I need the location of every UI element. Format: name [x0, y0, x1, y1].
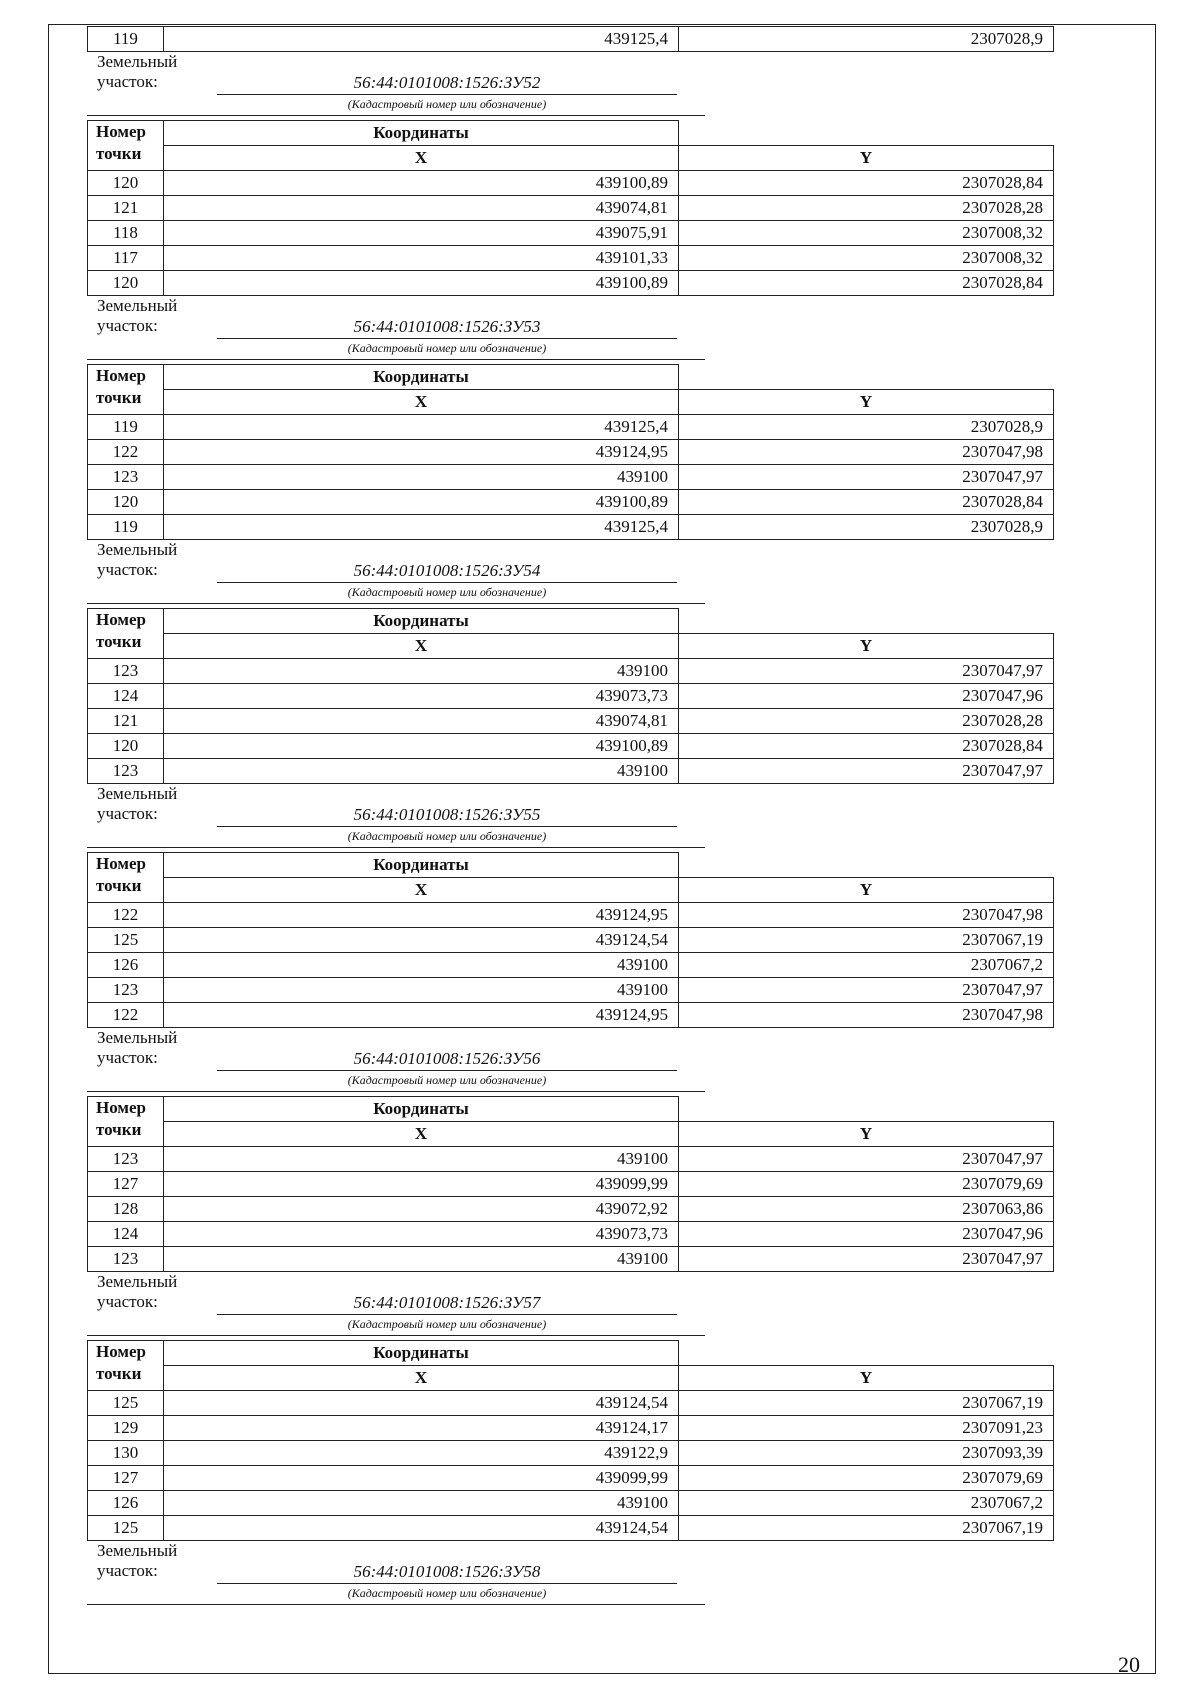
- coord-x: 439100,89: [164, 734, 679, 759]
- parcel-label-line2: участок:: [97, 72, 158, 91]
- header-point-number: [88, 365, 164, 415]
- parcel-list: [87, 52, 1053, 1609]
- header-num-line2: точки: [96, 1120, 142, 1139]
- header-x: X: [164, 390, 679, 415]
- coord-y: 2307028,28: [679, 709, 1054, 734]
- coord-y: 2307047,98: [679, 440, 1054, 465]
- header-blank: [679, 1341, 1054, 1366]
- header-num-line2: точки: [96, 632, 142, 651]
- coord-y: 2307047,96: [679, 684, 1054, 709]
- coord-x: 439124,54: [164, 1391, 679, 1416]
- parcel-label-line2: участок:: [97, 804, 158, 823]
- table-row: [88, 246, 1054, 271]
- table-header-row: [88, 609, 1054, 634]
- coord-y: 2307067,19: [679, 928, 1054, 953]
- coord-y: 2307047,96: [679, 1222, 1054, 1247]
- coord-x: 439100: [164, 978, 679, 1003]
- header-x: X: [164, 634, 679, 659]
- coord-y: 2307047,97: [679, 1147, 1054, 1172]
- parcel-label-line2: участок:: [97, 1048, 158, 1067]
- point-number: 125: [88, 928, 164, 953]
- point-number: 119: [88, 515, 164, 540]
- coordinates-table: [87, 608, 1054, 784]
- header-point-number: [88, 1097, 164, 1147]
- header-y: Y: [679, 146, 1054, 171]
- header-coordinates: Координаты: [164, 365, 679, 390]
- parcel-label-line1: Земельный: [97, 52, 178, 71]
- point-number: 117: [88, 246, 164, 271]
- table-header-row: [88, 365, 1054, 390]
- parcel-header: [87, 784, 1053, 852]
- header-coordinates: Координаты: [164, 121, 679, 146]
- point-number: 122: [88, 903, 164, 928]
- table-subheader-row: [88, 1366, 1054, 1391]
- coord-y: 2307063,86: [679, 1197, 1054, 1222]
- table-subheader-row: [88, 1122, 1054, 1147]
- coord-x: 439124,17: [164, 1416, 679, 1441]
- coord-y: 2307008,32: [679, 221, 1054, 246]
- table-row: [88, 709, 1054, 734]
- table-header-row: [88, 1097, 1054, 1122]
- coord-y: 2307047,98: [679, 1003, 1054, 1028]
- coordinates-table: [87, 1340, 1054, 1541]
- coord-y: 2307067,19: [679, 1516, 1054, 1541]
- header-blank: [679, 609, 1054, 634]
- table-row: [88, 27, 1054, 52]
- point-number: 122: [88, 1003, 164, 1028]
- table-row: [88, 903, 1054, 928]
- coord-x: 439073,73: [164, 684, 679, 709]
- header-x: X: [164, 878, 679, 903]
- header-y: Y: [679, 1122, 1054, 1147]
- coord-y: 2307047,97: [679, 759, 1054, 784]
- coord-x: 439100: [164, 465, 679, 490]
- header-num-line2: точки: [96, 1364, 142, 1383]
- table-row: [88, 928, 1054, 953]
- table-row: [88, 271, 1054, 296]
- header-num-line2: точки: [96, 876, 142, 895]
- header-blank: [679, 121, 1054, 146]
- table-row: [88, 1441, 1054, 1466]
- coord-x: 439072,92: [164, 1197, 679, 1222]
- table-row: [88, 515, 1054, 540]
- coord-y: 2307067,2: [679, 953, 1054, 978]
- cadastral-number: 56:44:0101008:1526:ЗУ54: [217, 560, 677, 583]
- point-number: 123: [88, 1247, 164, 1272]
- point-number: 120: [88, 734, 164, 759]
- parcel-header: [87, 296, 1053, 364]
- coord-y: 2307067,2: [679, 1491, 1054, 1516]
- point-number: 121: [88, 196, 164, 221]
- coord-y: 2307047,97: [679, 1247, 1054, 1272]
- coord-x: 439100,89: [164, 490, 679, 515]
- parcel-section: [87, 296, 1053, 540]
- parcel-section: [87, 1028, 1053, 1272]
- table-row: [88, 171, 1054, 196]
- parcel-label-line1: Земельный: [97, 296, 178, 315]
- coord-y: 2307079,69: [679, 1466, 1054, 1491]
- coord-x: 439101,33: [164, 246, 679, 271]
- table-row: [88, 1172, 1054, 1197]
- coord-y: 2307047,97: [679, 465, 1054, 490]
- point-number: 129: [88, 1416, 164, 1441]
- parcel-rule: [87, 603, 705, 604]
- header-coordinates: Координаты: [164, 853, 679, 878]
- coord-x: 439074,81: [164, 196, 679, 221]
- parcel-header: [87, 1541, 1053, 1609]
- coord-y: 2307028,28: [679, 196, 1054, 221]
- parcel-header: [87, 540, 1053, 608]
- parcel-label-line1: Земельный: [97, 1272, 178, 1291]
- table-row: [88, 953, 1054, 978]
- point-number: 123: [88, 759, 164, 784]
- header-num-line1: Номер: [96, 366, 146, 385]
- table-row: [88, 1491, 1054, 1516]
- coord-y: 2307028,9: [679, 27, 1054, 52]
- coord-y: 2307047,98: [679, 903, 1054, 928]
- coord-y: 2307047,97: [679, 978, 1054, 1003]
- document-body: [87, 26, 1053, 1609]
- header-num-line1: Номер: [96, 854, 146, 873]
- coord-y: 2307028,84: [679, 271, 1054, 296]
- parcel-section: [87, 52, 1053, 296]
- page-number: 20: [1118, 1652, 1140, 1677]
- coordinates-table: [87, 120, 1054, 296]
- coord-y: 2307091,23: [679, 1416, 1054, 1441]
- parcel-header: [87, 52, 1053, 120]
- coordinates-table: [87, 852, 1054, 1028]
- parcel-rule: [87, 1604, 705, 1605]
- header-num-line2: точки: [96, 144, 142, 163]
- cadastral-number: 56:44:0101008:1526:ЗУ58: [217, 1561, 677, 1584]
- header-point-number: [88, 609, 164, 659]
- parcel-section: [87, 1272, 1053, 1541]
- cadastral-caption: (Кадастровый номер или обозначение): [347, 97, 547, 111]
- parcel-label-line2: участок:: [97, 1561, 158, 1580]
- coord-x: 439100: [164, 953, 679, 978]
- point-number: 125: [88, 1391, 164, 1416]
- point-number: 121: [88, 709, 164, 734]
- cadastral-caption: (Кадастровый номер или обозначение): [347, 1586, 547, 1600]
- coord-y: 2307008,32: [679, 246, 1054, 271]
- header-num-line1: Номер: [96, 1098, 146, 1117]
- header-point-number: [88, 853, 164, 903]
- parcel-section: [87, 784, 1053, 1028]
- coord-x: 439125,4: [164, 415, 679, 440]
- point-number: 123: [88, 1147, 164, 1172]
- table-row: [88, 221, 1054, 246]
- coord-x: 439125,4: [164, 27, 679, 52]
- parcel-label-line1: Земельный: [97, 1028, 178, 1047]
- coord-y: 2307067,19: [679, 1391, 1054, 1416]
- parcel-label-line1: Земельный: [97, 784, 178, 803]
- point-number: 119: [88, 27, 164, 52]
- header-num-line2: точки: [96, 388, 142, 407]
- table-row: [88, 1197, 1054, 1222]
- table-row: [88, 1222, 1054, 1247]
- parcel-label-line2: участок:: [97, 1292, 158, 1311]
- coordinates-table: [87, 364, 1054, 540]
- table-row: [88, 1466, 1054, 1491]
- point-number: 123: [88, 659, 164, 684]
- cadastral-caption: (Кадастровый номер или обозначение): [347, 1317, 547, 1331]
- header-num-line1: Номер: [96, 122, 146, 141]
- parcel-label-line2: участок:: [97, 560, 158, 579]
- parcel-section: [87, 1541, 1053, 1609]
- parcel-label-line1: Земельный: [97, 540, 178, 559]
- table-row: [88, 1391, 1054, 1416]
- point-number: 123: [88, 978, 164, 1003]
- coord-x: 439125,4: [164, 515, 679, 540]
- point-number: 126: [88, 953, 164, 978]
- table-header-row: [88, 853, 1054, 878]
- point-number: 127: [88, 1172, 164, 1197]
- table-subheader-row: [88, 146, 1054, 171]
- cadastral-caption: (Кадастровый номер или обозначение): [347, 829, 547, 843]
- table-row: [88, 1516, 1054, 1541]
- table-row: [88, 440, 1054, 465]
- point-number: 128: [88, 1197, 164, 1222]
- table-subheader-row: [88, 634, 1054, 659]
- header-x: X: [164, 146, 679, 171]
- point-number: 124: [88, 684, 164, 709]
- table-header-row: [88, 1341, 1054, 1366]
- coord-x: 439124,54: [164, 1516, 679, 1541]
- parcel-label-line2: участок:: [97, 316, 158, 335]
- header-coordinates: Координаты: [164, 609, 679, 634]
- header-x: X: [164, 1122, 679, 1147]
- coord-x: 439100: [164, 1491, 679, 1516]
- header-coordinates: Координаты: [164, 1341, 679, 1366]
- table-row: [88, 1416, 1054, 1441]
- coord-y: 2307093,39: [679, 1441, 1054, 1466]
- point-number: 125: [88, 1516, 164, 1541]
- header-y: Y: [679, 634, 1054, 659]
- coord-x: 439100,89: [164, 171, 679, 196]
- header-point-number: [88, 1341, 164, 1391]
- coord-y: 2307028,9: [679, 515, 1054, 540]
- table-row: [88, 684, 1054, 709]
- coord-y: 2307047,97: [679, 659, 1054, 684]
- point-number: 120: [88, 171, 164, 196]
- coord-x: 439124,95: [164, 440, 679, 465]
- table-row: [88, 415, 1054, 440]
- cadastral-caption: (Кадастровый номер или обозначение): [347, 1073, 547, 1087]
- coord-x: 439099,99: [164, 1172, 679, 1197]
- coord-x: 439124,95: [164, 1003, 679, 1028]
- point-number: 119: [88, 415, 164, 440]
- header-num-line1: Номер: [96, 1342, 146, 1361]
- coord-x: 439073,73: [164, 1222, 679, 1247]
- parcel-rule: [87, 1335, 705, 1336]
- table-row: [88, 659, 1054, 684]
- cadastral-caption: (Кадастровый номер или обозначение): [347, 341, 547, 355]
- coordinates-table: [87, 1096, 1054, 1272]
- point-number: 127: [88, 1466, 164, 1491]
- table-row: [88, 1247, 1054, 1272]
- parcel-section: [87, 540, 1053, 784]
- header-x: X: [164, 1366, 679, 1391]
- coord-y: 2307079,69: [679, 1172, 1054, 1197]
- coord-x: 439100: [164, 1147, 679, 1172]
- coord-x: 439122,9: [164, 1441, 679, 1466]
- parcel-rule: [87, 115, 705, 116]
- point-number: 123: [88, 465, 164, 490]
- parcel-label-line1: Земельный: [97, 1541, 178, 1560]
- table-row: [88, 734, 1054, 759]
- cadastral-number: 56:44:0101008:1526:ЗУ57: [217, 1292, 677, 1315]
- header-blank: [679, 1097, 1054, 1122]
- table-row: [88, 465, 1054, 490]
- coord-y: 2307028,84: [679, 490, 1054, 515]
- point-number: 118: [88, 221, 164, 246]
- table-row: [88, 978, 1054, 1003]
- coord-y: 2307028,9: [679, 415, 1054, 440]
- parcel-rule: [87, 847, 705, 848]
- coord-x: 439124,54: [164, 928, 679, 953]
- coord-x: 439100: [164, 1247, 679, 1272]
- header-y: Y: [679, 390, 1054, 415]
- table-subheader-row: [88, 390, 1054, 415]
- coord-x: 439074,81: [164, 709, 679, 734]
- table-row: [88, 759, 1054, 784]
- header-blank: [679, 853, 1054, 878]
- point-number: 130: [88, 1441, 164, 1466]
- header-coordinates: Координаты: [164, 1097, 679, 1122]
- parcel-rule: [87, 1091, 705, 1092]
- table-row: [88, 196, 1054, 221]
- coord-x: 439100,89: [164, 271, 679, 296]
- coord-y: 2307028,84: [679, 171, 1054, 196]
- coord-y: 2307028,84: [679, 734, 1054, 759]
- cadastral-caption: (Кадастровый номер или обозначение): [347, 585, 547, 599]
- parcel-rule: [87, 359, 705, 360]
- point-number: 126: [88, 1491, 164, 1516]
- coord-x: 439124,95: [164, 903, 679, 928]
- point-number: 122: [88, 440, 164, 465]
- point-number: 120: [88, 490, 164, 515]
- cadastral-number: 56:44:0101008:1526:ЗУ53: [217, 316, 677, 339]
- table-row: [88, 490, 1054, 515]
- table-row: [88, 1147, 1054, 1172]
- continuation-table: [87, 26, 1054, 52]
- header-y: Y: [679, 1366, 1054, 1391]
- coord-x: 439099,99: [164, 1466, 679, 1491]
- header-y: Y: [679, 878, 1054, 903]
- cadastral-number: 56:44:0101008:1526:ЗУ55: [217, 804, 677, 827]
- parcel-header: [87, 1028, 1053, 1096]
- header-blank: [679, 365, 1054, 390]
- table-subheader-row: [88, 878, 1054, 903]
- header-num-line1: Номер: [96, 610, 146, 629]
- point-number: 124: [88, 1222, 164, 1247]
- coord-x: 439100: [164, 759, 679, 784]
- cadastral-number: 56:44:0101008:1526:ЗУ52: [217, 72, 677, 95]
- header-point-number: [88, 121, 164, 171]
- coord-x: 439100: [164, 659, 679, 684]
- point-number: 120: [88, 271, 164, 296]
- coord-x: 439075,91: [164, 221, 679, 246]
- parcel-header: [87, 1272, 1053, 1340]
- cadastral-number: 56:44:0101008:1526:ЗУ56: [217, 1048, 677, 1071]
- table-header-row: [88, 121, 1054, 146]
- table-row: [88, 1003, 1054, 1028]
